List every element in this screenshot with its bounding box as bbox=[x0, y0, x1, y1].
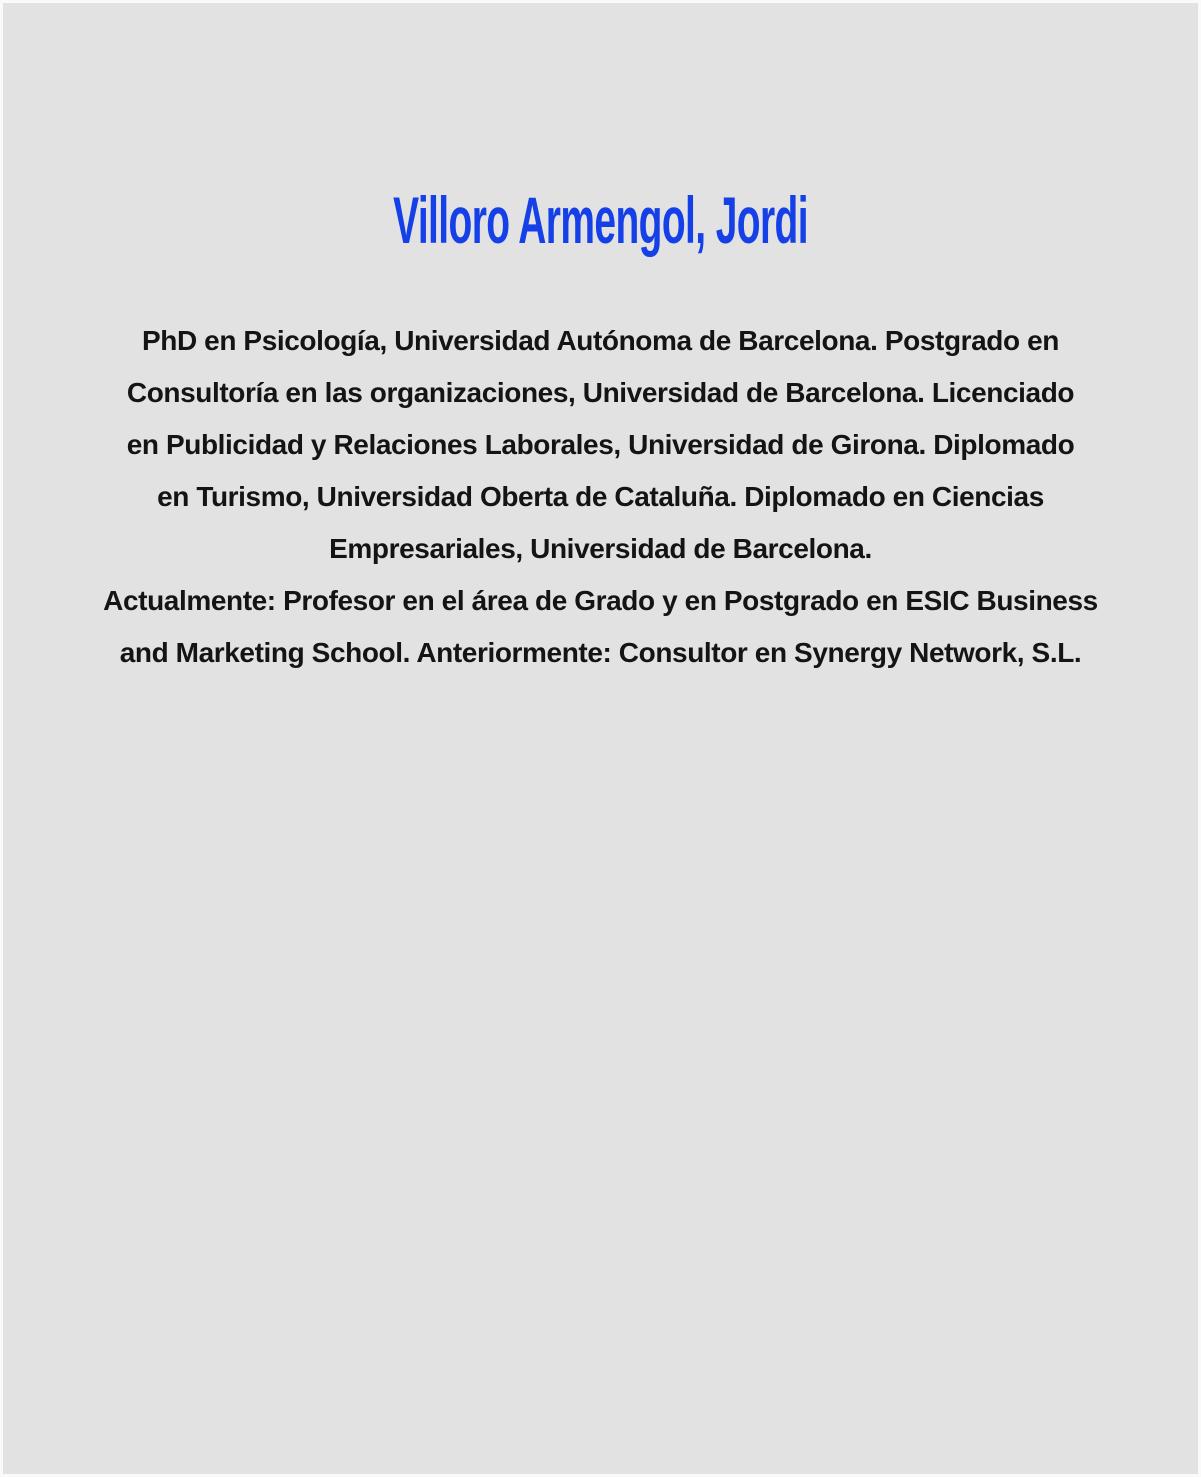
bio-line: Actualmente: Profesor en el área de Grado y en Postgrado en ESIC Business bbox=[103, 585, 1098, 616]
bio-line: and Marketing School. Anteriormente: Consultor en Synergy Network, S.L. bbox=[119, 637, 1082, 668]
bio-paragraph-education bbox=[3, 315, 1198, 575]
bio-line: Empresariales, Universidad de Barcelona. bbox=[329, 533, 872, 564]
bio-paragraph-career bbox=[3, 575, 1198, 679]
bio-text bbox=[3, 315, 1198, 679]
page-title: Villoro Armengol, Jordi bbox=[393, 183, 808, 257]
bio-line: en Publicidad y Relaciones Laborales, Universidad de Girona. Diplomado bbox=[126, 429, 1075, 460]
bio-line: Consultoría en las organizaciones, Universidad de Barcelona. Licenciado bbox=[126, 377, 1075, 408]
bio-line: PhD en Psicología, Universidad Autónoma de Barcelona. Postgrado en bbox=[142, 325, 1059, 356]
bio-line: en Turismo, Universidad Oberta de Cataluña. Diplomado en Ciencias bbox=[157, 481, 1044, 512]
title-container bbox=[3, 3, 1198, 257]
